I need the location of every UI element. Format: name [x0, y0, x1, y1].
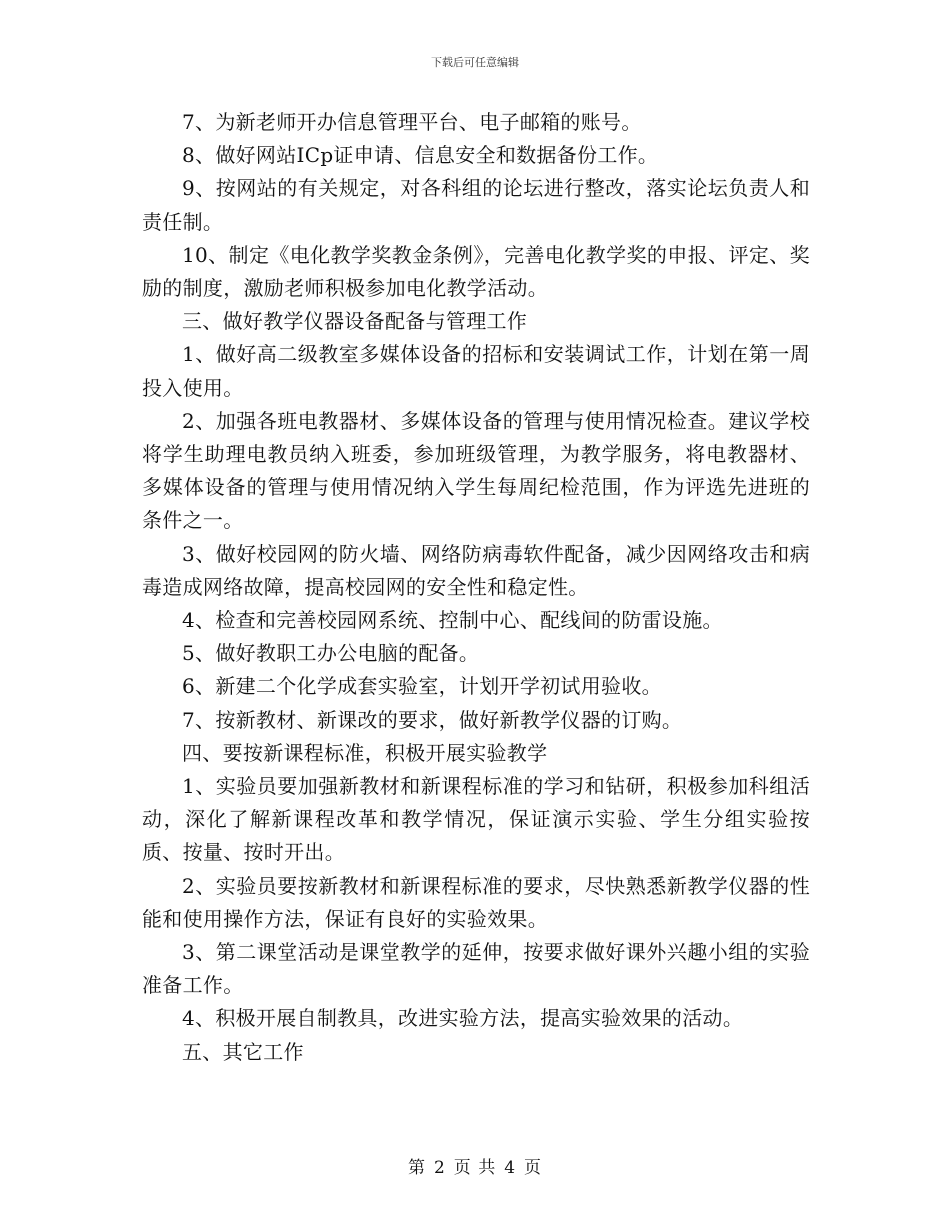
paragraph: 6、新建二个化学成套实验室，计划开学初试用验收。	[182, 674, 662, 699]
paragraph: 10、制定《电化教学奖教金条例》，完善电化教学奖的申报、评定、奖励的制度，激励老师积极参加电化教学活动。	[142, 242, 810, 301]
paragraph: 2、加强各班电教器材、多媒体设备的管理与使用情况检查。建议学校将学生助理电教员纳入班委，参加班级管理，为教学服务，将电教器材、多媒体设备的管理与使用情况纳入学生每周纪检范围，作为评选先进班的条件之一。	[142, 408, 810, 533]
section-heading: 五、其它工作	[182, 1039, 304, 1064]
section-heading: 四、要按新课程标准，积极开展实验教学	[182, 740, 548, 765]
page-footer	[0, 1153, 950, 1178]
paragraph: 4、检查和完善校园网系统、控制中心、配线间的防雷设施。	[182, 608, 723, 633]
paragraph: 4、积极开展自制教具，改进实验方法，提高实验效果的活动。	[182, 1006, 744, 1031]
paragraph: 1、做好高二级教室多媒体设备的招标和安装调试工作，计划在第一周投入使用。	[142, 342, 810, 400]
paragraph: 8、做好网站ICp证申请、信息安全和数据备份工作。	[182, 143, 659, 168]
paragraph: 3、第二课堂活动是课堂教学的延伸，按要求做好课外兴趣小组的实验准备工作。	[142, 940, 810, 998]
footer-middle: 页 共	[453, 1158, 497, 1178]
paragraph: 7、为新老师开办信息管理平台、电子邮箱的账号。	[182, 110, 642, 134]
paragraph: 7、按新教材、新课改的要求，做好新教学仪器的订购。	[182, 707, 683, 732]
paragraph: 2、实验员要按新教材和新课程标准的要求，尽快熟悉新教学仪器的性能和使用操作方法，保证有良好的实验效果。	[142, 873, 810, 931]
footer-prefix: 第	[407, 1158, 426, 1178]
paragraph: 1、实验员要加强新教材和新课程标准的学习和钻研，积极参加科组活动，深化了解新课程改革和教学情况，保证演示实验、学生分组实验按质、按量、按时开出。	[142, 774, 810, 865]
total-page-count: 4	[504, 1158, 517, 1178]
section-heading: 三、做好教学仪器设备配备与管理工作	[182, 309, 528, 334]
paragraph: 5、做好教职工办公电脑的配备。	[182, 641, 480, 666]
paragraph: 3、做好校园网的防火墙、网络防病毒软件配备，减少因网络攻击和病毒造成网络故障，提高校园网的安全性和稳定性。	[142, 541, 810, 599]
page-header: 下载后可任意编辑	[431, 56, 519, 69]
footer-suffix: 页	[524, 1158, 543, 1178]
document-body	[142, 106, 810, 1069]
paragraph: 9、按网站的有关规定，对各科组的论坛进行整改，落实论坛负责人和责任制。	[142, 176, 810, 234]
current-page-number: 2	[433, 1158, 446, 1178]
